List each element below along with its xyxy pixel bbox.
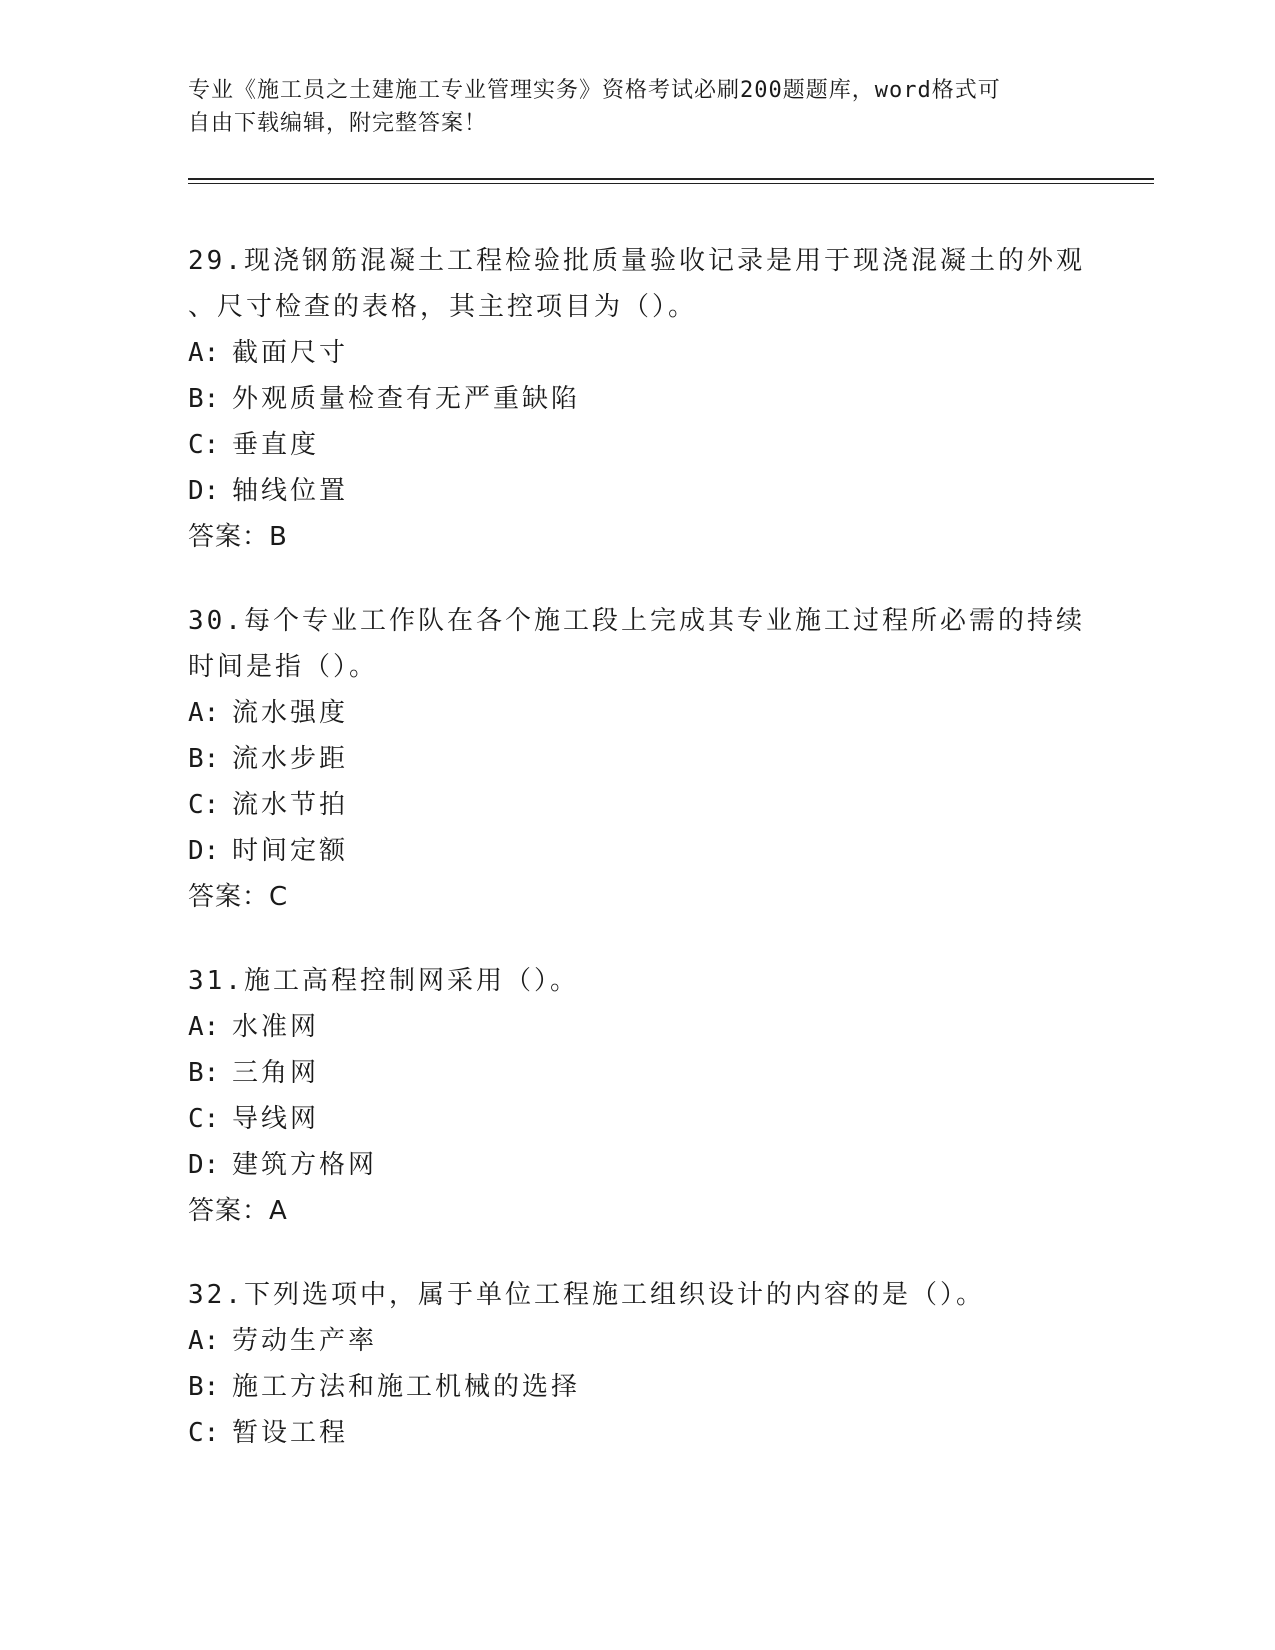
question-list bbox=[188, 238, 1088, 1494]
question-stem: 32.下列选项中，属于单位工程施工组织设计的内容的是（）。 bbox=[188, 1280, 985, 1310]
option-b bbox=[188, 1050, 1088, 1096]
question-32 bbox=[188, 1272, 1088, 1456]
option-a bbox=[188, 330, 1088, 376]
option-text: 轴线位置 bbox=[232, 476, 349, 506]
option-b bbox=[188, 376, 1088, 422]
option-text: 流水步距 bbox=[232, 744, 349, 774]
option-a bbox=[188, 690, 1088, 736]
option-letter: D: bbox=[188, 1150, 220, 1180]
option-text: 外观质量检查有无严重缺陷 bbox=[232, 384, 581, 414]
option-d bbox=[188, 468, 1088, 514]
question-31 bbox=[188, 958, 1088, 1234]
option-c bbox=[188, 1410, 1088, 1456]
option-letter: D: bbox=[188, 836, 220, 866]
option-b bbox=[188, 1364, 1088, 1410]
option-text: 流水强度 bbox=[232, 698, 349, 728]
option-a bbox=[188, 1004, 1088, 1050]
option-text: 导线网 bbox=[232, 1104, 320, 1134]
option-b bbox=[188, 736, 1088, 782]
option-a bbox=[188, 1318, 1088, 1364]
option-text: 暂设工程 bbox=[232, 1418, 349, 1448]
option-letter: A: bbox=[188, 1326, 220, 1356]
question-stem: 31.施工高程控制网采用（）。 bbox=[188, 966, 579, 996]
question-stem-continued: 、尺寸检查的表格，其主控项目为（）。 bbox=[188, 292, 698, 322]
option-letter: D: bbox=[188, 476, 220, 506]
option-d bbox=[188, 828, 1088, 874]
option-letter: A: bbox=[188, 1012, 220, 1042]
answer-line: 答案：C bbox=[188, 882, 289, 912]
option-letter: C: bbox=[188, 1104, 220, 1134]
answer-line: 答案：B bbox=[188, 522, 288, 552]
question-stem: 29.现浇钢筋混凝土工程检验批质量验收记录是用于现浇混凝土的外观 bbox=[188, 246, 1085, 276]
option-letter: B: bbox=[188, 384, 220, 414]
header-divider bbox=[188, 178, 1154, 184]
option-letter: C: bbox=[188, 430, 220, 460]
option-letter: B: bbox=[188, 1372, 220, 1402]
answer-line: 答案：A bbox=[188, 1196, 288, 1226]
option-d bbox=[188, 1142, 1088, 1188]
option-c bbox=[188, 422, 1088, 468]
option-letter: A: bbox=[188, 698, 220, 728]
option-text: 水准网 bbox=[232, 1012, 320, 1042]
question-stem-continued: 时间是指（）。 bbox=[188, 652, 379, 682]
option-letter: C: bbox=[188, 1418, 220, 1448]
option-text: 施工方法和施工机械的选择 bbox=[232, 1372, 581, 1402]
option-text: 三角网 bbox=[232, 1058, 320, 1088]
option-text: 劳动生产率 bbox=[232, 1326, 378, 1356]
header-line-1: 专业《施工员之土建施工专业管理实务》资格考试必刷200题题库，word格式可 bbox=[188, 78, 1001, 103]
option-c bbox=[188, 1096, 1088, 1142]
question-stem: 30.每个专业工作队在各个施工段上完成其专业施工过程所必需的持续 bbox=[188, 606, 1085, 636]
option-text: 垂直度 bbox=[232, 430, 320, 460]
option-letter: C: bbox=[188, 790, 220, 820]
option-c bbox=[188, 782, 1088, 828]
document-header bbox=[188, 74, 1088, 140]
option-letter: A: bbox=[188, 338, 220, 368]
option-letter: B: bbox=[188, 1058, 220, 1088]
header-line-2: 自由下载编辑，附完整答案！ bbox=[188, 111, 488, 136]
option-text: 流水节拍 bbox=[232, 790, 349, 820]
option-letter: B: bbox=[188, 744, 220, 774]
question-29 bbox=[188, 238, 1088, 560]
option-text: 时间定额 bbox=[232, 836, 349, 866]
option-text: 截面尺寸 bbox=[232, 338, 349, 368]
question-30 bbox=[188, 598, 1088, 920]
option-text: 建筑方格网 bbox=[232, 1150, 378, 1180]
